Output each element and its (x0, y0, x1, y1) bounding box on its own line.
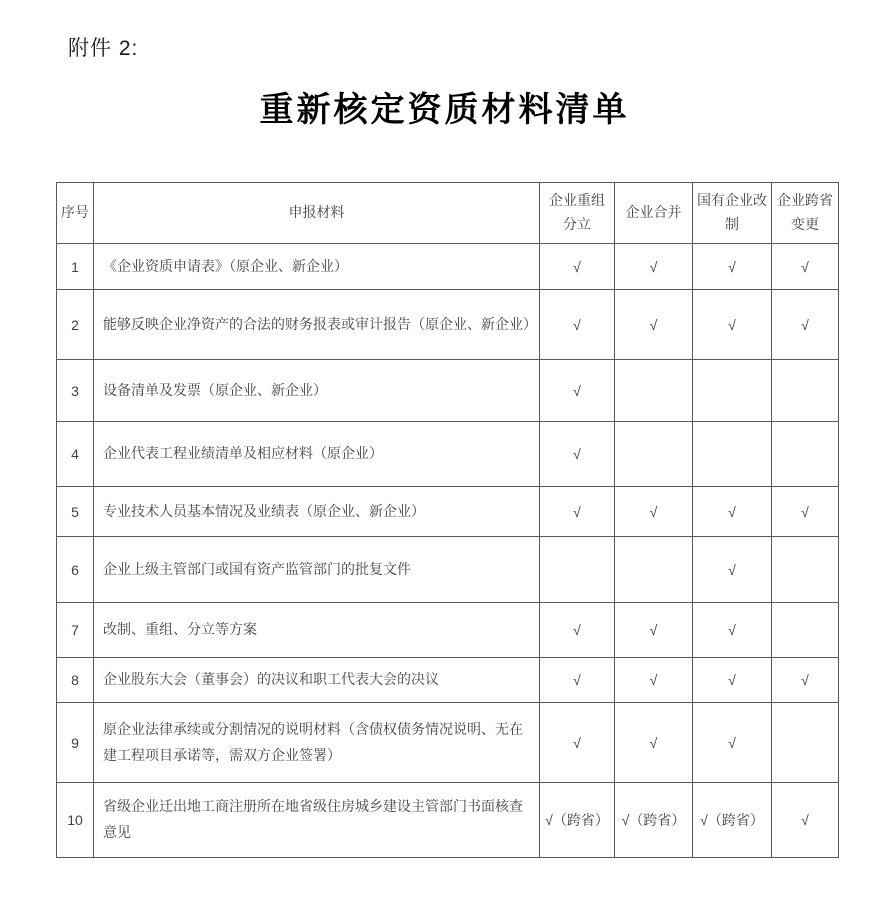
row-number: 3 (57, 360, 94, 422)
table-row (57, 360, 839, 422)
row-number: 7 (57, 603, 94, 658)
mark-cell: √（跨省） (540, 783, 615, 858)
table-row (57, 422, 839, 487)
mark-cell: √ (693, 603, 772, 658)
mark-cell (772, 703, 839, 783)
column-header-state-owned-restructure: 国有企业改制 (693, 183, 772, 244)
material-cell: 企业股东大会（董事会）的决议和职工代表大会的决议 (94, 658, 540, 703)
table-row (57, 658, 839, 703)
table-header-row (57, 183, 839, 244)
mark-cell: √ (540, 290, 615, 360)
row-number: 2 (57, 290, 94, 360)
mark-cell: √ (772, 290, 839, 360)
mark-cell: √ (615, 603, 693, 658)
row-number: 10 (57, 783, 94, 858)
mark-cell (540, 537, 615, 603)
material-cell: 省级企业迁出地工商注册所在地省级住房城乡建设主管部门书面核查意见 (94, 783, 540, 858)
table-row (57, 603, 839, 658)
mark-cell (615, 360, 693, 422)
mark-cell: √ (615, 703, 693, 783)
material-cell: 企业代表工程业绩清单及相应材料（原企业） (94, 422, 540, 487)
material-cell: 原企业法律承续或分割情况的说明材料（含债权债务情况说明、无在建工程项目承诺等，需双方企业签署） (94, 703, 540, 783)
mark-cell (615, 537, 693, 603)
row-number: 9 (57, 703, 94, 783)
mark-cell: √ (693, 487, 772, 537)
mark-cell (772, 537, 839, 603)
page-title: 重新核定资质材料清单 (259, 92, 630, 129)
material-cell: 改制、重组、分立等方案 (94, 603, 540, 658)
mark-cell (693, 360, 772, 422)
mark-cell: √ (772, 487, 839, 537)
table-row (57, 487, 839, 537)
mark-cell: √ (772, 658, 839, 703)
mark-cell: √ (772, 783, 839, 858)
mark-cell (772, 360, 839, 422)
mark-cell: √ (693, 658, 772, 703)
mark-cell (772, 603, 839, 658)
material-cell: 企业上级主管部门或国有资产监管部门的批复文件 (94, 537, 540, 603)
row-number: 4 (57, 422, 94, 487)
mark-cell: √ (540, 703, 615, 783)
table-row (57, 783, 839, 858)
mark-cell (693, 422, 772, 487)
mark-cell: √ (615, 244, 693, 290)
mark-cell: √ (540, 422, 615, 487)
column-header-index: 序号 (57, 183, 94, 244)
row-number: 1 (57, 244, 94, 290)
mark-cell: √ (540, 244, 615, 290)
row-number: 5 (57, 487, 94, 537)
mark-cell (615, 422, 693, 487)
mark-cell (772, 422, 839, 487)
row-number: 6 (57, 537, 94, 603)
mark-cell: √ (772, 244, 839, 290)
column-header-merger: 企业合并 (615, 183, 693, 244)
mark-cell: √（跨省） (615, 783, 693, 858)
material-cell: 《企业资质申请表》（原企业、新企业） (94, 244, 540, 290)
mark-cell: √ (693, 244, 772, 290)
material-cell: 设备清单及发票（原企业、新企业） (94, 360, 540, 422)
mark-cell: √ (540, 658, 615, 703)
mark-cell: √ (540, 360, 615, 422)
column-header-reorg-split: 企业重组分立 (540, 183, 615, 244)
column-header-material: 申报材料 (94, 183, 540, 244)
column-header-cross-province-change: 企业跨省变更 (772, 183, 839, 244)
table-row (57, 537, 839, 603)
mark-cell: √ (693, 290, 772, 360)
material-cell: 能够反映企业净资产的合法的财务报表或审计报告（原企业、新企业） (94, 290, 540, 360)
mark-cell: √ (615, 487, 693, 537)
mark-cell: √ (615, 658, 693, 703)
table-row (57, 290, 839, 360)
row-number: 8 (57, 658, 94, 703)
attachment-label: 附件 2: (68, 37, 139, 60)
mark-cell: √ (615, 290, 693, 360)
mark-cell: √ (540, 487, 615, 537)
mark-cell: √ (693, 703, 772, 783)
mark-cell: √ (540, 603, 615, 658)
material-cell: 专业技术人员基本情况及业绩表（原企业、新企业） (94, 487, 540, 537)
mark-cell: √ (693, 537, 772, 603)
table-row (57, 244, 839, 290)
materials-table (56, 182, 839, 858)
mark-cell: √（跨省） (693, 783, 772, 858)
table-row (57, 703, 839, 783)
